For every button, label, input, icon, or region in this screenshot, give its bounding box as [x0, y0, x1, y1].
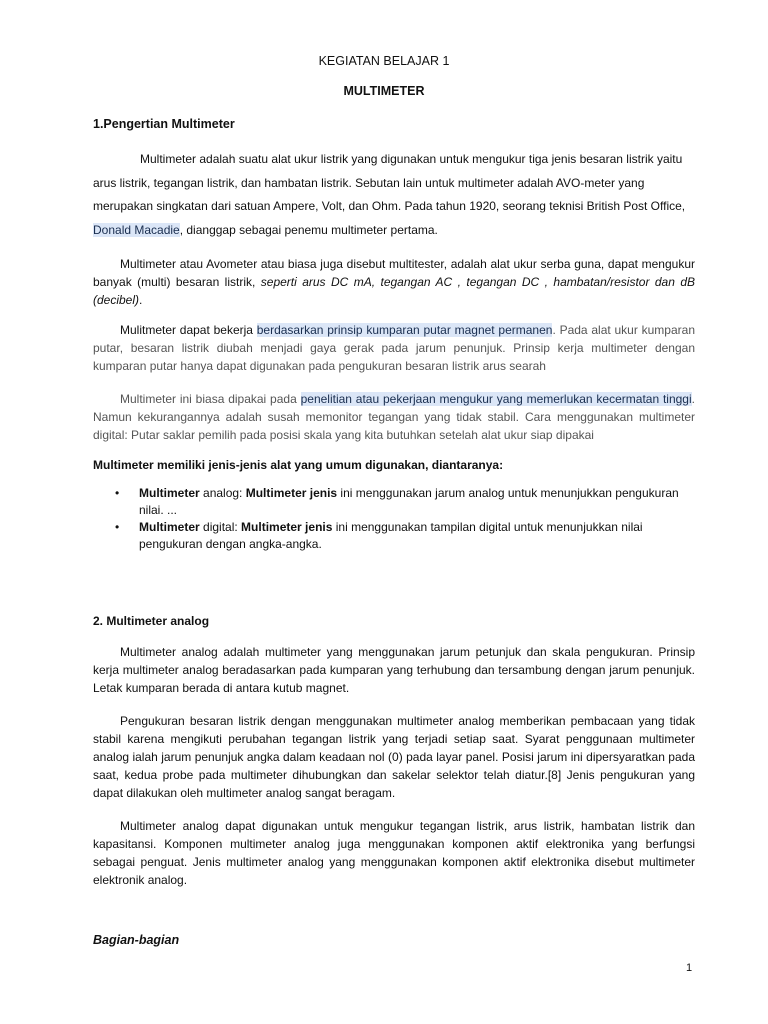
p1-text-b: , dianggap sebagai penemu multimeter pertama. [179, 222, 438, 237]
section1-paragraph-4 [93, 390, 695, 444]
bullet1-bold-b: Multimeter jenis [245, 486, 338, 500]
jenis-heading: Multimeter memiliki jenis-jenis alat yang umum digunakan, diantaranya: [93, 458, 504, 472]
bagian-heading: Bagian-bagian [93, 933, 180, 947]
bullet-item-analog [139, 485, 695, 519]
bullet-item-digital [139, 519, 695, 553]
kegiatan-label: KEGIATAN BELAJAR 1 [318, 54, 450, 68]
section2-paragraph-3: Multimeter analog dapat digunakan untuk mengukur tegangan listrik, arus listrik, hambatan listrik dan kapasitansi. Komponen multimeter analog juga menggunakan komponen aktif elektronika yang berfungsi sebagai penguat. Jenis multimeter analog yang menggunakan komponen aktif elektronika disebut multimeter elektronik analog. [93, 819, 695, 887]
p3-highlight: berdasarkan prinsip kumparan putar magnet permanen [256, 323, 553, 337]
section2-paragraph-1: Multimeter analog adalah multimeter yang menggunakan jarum petunjuk dan skala pengukuran. Prinsip kerja multimeter analog beradasarkan pada kumparan yang terhubung dan tersambung dengan jarum penunjuk. Letak kumparan berada di antara kutub magnet. [93, 645, 695, 695]
bullet2-bold-a: Multimeter [139, 520, 200, 534]
document-title: MULTIMETER [343, 84, 425, 98]
section1-paragraph-3 [93, 321, 695, 375]
bullet1-bold-a: Multimeter [139, 486, 200, 500]
section1-paragraph-2 [93, 255, 695, 309]
bullet1-text-b: ini menggunakan jarum analog untuk menunjukkan pengukuran nilai. ... [139, 486, 679, 517]
bullet-marker-2: • [115, 520, 120, 534]
bullet-marker-1: • [115, 486, 120, 500]
p2-text-b: . [139, 293, 143, 307]
p4-text-b: . Namun kekurangannya adalah susah memonitor tegangan yang tidak stabil. Cara menggunakan multimeter digital: Putar saklar pemilih pada posisi skala yang kita butuhkan setelah alat ukur siap dipakai [93, 392, 695, 442]
bullet2-text-a: digital: [199, 520, 242, 534]
section1-heading: 1.Pengertian Multimeter [93, 117, 235, 131]
p3-text-b: . Pada alat ukur kumparan putar, besaran listrik diubah menjadi gaya gerak pada jarum penunjuk. Prinsip kerja multimeter dengan kumparan putar hanya dapat digunakan pada pengukuran besaran listrik arus searah [93, 323, 695, 373]
p3-text-a: Mulitmeter dapat bekerja [120, 323, 257, 337]
bullet2-bold-b: Multimeter jenis [241, 520, 333, 534]
bullet1-text-a: analog: [199, 486, 246, 500]
bullet2-text-b: ini menggunakan tampilan digital untuk menunjukkan nilai pengukuran dengan angka-angka. [139, 520, 643, 551]
p4-text-a: Multimeter ini biasa dipakai pada [120, 392, 301, 406]
p1-highlight: Donald Macadie [93, 222, 180, 237]
p4-highlight: penelitian atau pekerjaan mengukur yang memerlukan kecermatan tinggi [300, 392, 692, 406]
p2-text-a: Multimeter atau Avometer atau biasa juga disebut multitester, adalah alat ukur serba guna, dapat mengukur banyak (multi) besaran listrik, [93, 257, 695, 289]
section1-paragraph-1 [93, 148, 695, 242]
page-number: 1 [686, 962, 693, 974]
p2-italic: seperti arus DC mA, tegangan AC , tegangan DC , hambatan/resistor dan dB (decibel) [93, 275, 695, 307]
p1-text-a: Multimeter adalah suatu alat ukur listrik yang digunakan untuk mengukur tiga jenis besaran listrik yaitu arus listrik, tegangan listrik, dan hambatan listrik. Sebutan lain untuk multimeter adalah AVO-meter yang merupakan singkatan dari satuan Ampere, Volt, dan Ohm. Pada tahun 1920, seorang teknisi British Post Office, [93, 152, 686, 213]
section2-heading: 2. Multimeter analog [93, 614, 210, 628]
section2-paragraph-2: Pengukuran besaran listrik dengan menggunakan multimeter analog memberikan pembacaan yang tidak stabil karena mengikuti perubahan tegangan listrik yang terjadi setiap saat. Syarat penggunaan multimeter analog ialah jarum penunjuk angka dalam keadaan nol (0) pada layar panel. Posisi jarum ini dipersyaratkan pada saat, kedua probe pada multimeter dihubungkan dan sakelar selektor telah diatur.[8] Jenis pengukuran yang dapat dilakukan oleh multimeter analog sangat beragam. [93, 714, 695, 800]
